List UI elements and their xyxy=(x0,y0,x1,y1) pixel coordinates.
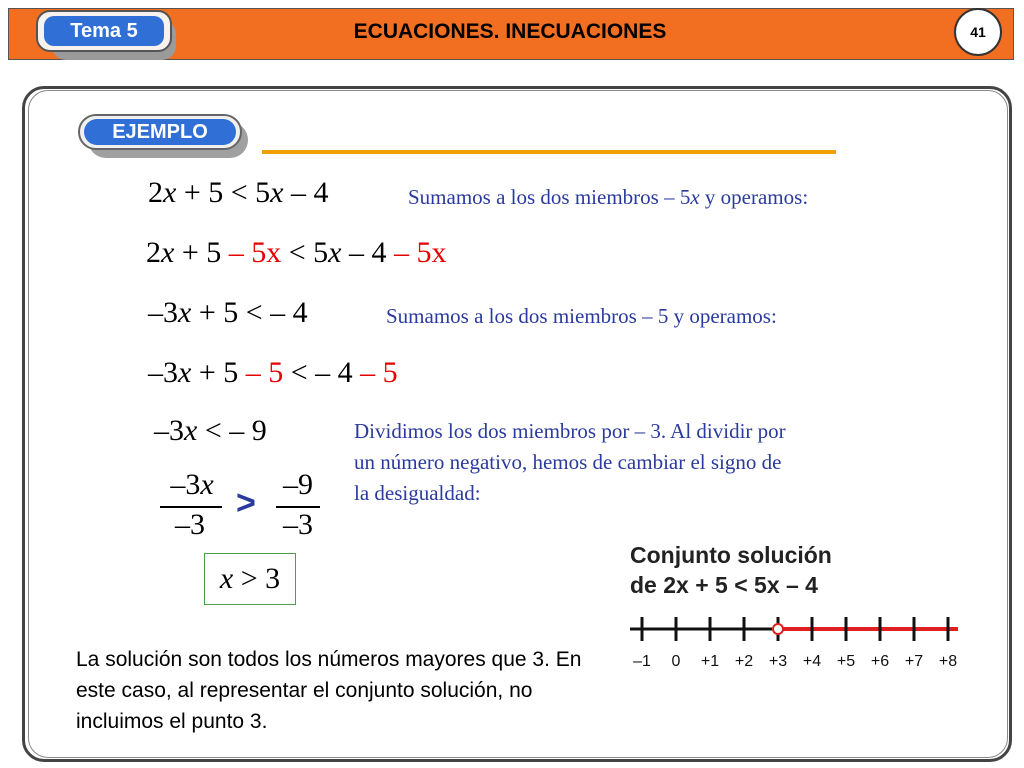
conjunto-title-line1: Conjunto solución xyxy=(630,542,832,568)
divider-line xyxy=(262,150,836,154)
equation-step-2 xyxy=(146,236,447,270)
answer-box xyxy=(204,553,296,605)
fraction-right-numerator: –9 xyxy=(283,468,313,501)
tema-label: Tema 5 xyxy=(44,16,164,46)
eq2-var: x xyxy=(161,236,175,269)
eq3-part: + 5 < – 4 xyxy=(191,296,308,329)
answer-var: x xyxy=(219,562,234,595)
eq3-part: –3 xyxy=(148,296,178,329)
eq1-var: x xyxy=(163,176,177,209)
number-line-label: +8 xyxy=(938,653,958,670)
note1-var: x xyxy=(690,185,700,209)
equation-step-4 xyxy=(148,356,398,390)
eq1-var: x xyxy=(270,176,284,209)
solution-explanation: La solución son todos los números mayores que 3. En este caso, al representar el conjunto solución, no incluimos el punto 3. xyxy=(76,648,582,733)
note1-part: y operamos: xyxy=(699,185,809,209)
eq5-var: x xyxy=(184,414,198,447)
frac-left-num: –3 xyxy=(170,468,201,501)
fraction-inequality-sign: > xyxy=(236,484,256,522)
conjunto-title xyxy=(630,540,832,600)
eq4-var: x xyxy=(178,356,192,389)
note-step-1 xyxy=(408,185,808,210)
eq2-part: + 5 xyxy=(174,236,229,269)
fraction-left-denominator: –3 xyxy=(175,508,205,541)
eq4-part: –3 xyxy=(148,356,178,389)
ejemplo-label: EJEMPLO xyxy=(84,119,236,145)
eq2-part: 2 xyxy=(146,236,161,269)
number-line-label: +6 xyxy=(870,653,890,670)
eq4-part: + 5 xyxy=(191,356,246,389)
eq2-red: – 5x xyxy=(394,236,447,269)
eq2-var: x xyxy=(328,236,342,269)
fraction-left-numerator xyxy=(160,468,224,502)
number-line-label: +4 xyxy=(802,653,822,670)
page-number: 41 xyxy=(954,8,1002,56)
eq2-part: – 4 xyxy=(341,236,394,269)
number-line-label: +7 xyxy=(904,653,924,670)
equation-step-1 xyxy=(148,176,329,210)
eq1-part: + 5 < 5 xyxy=(176,176,271,209)
answer-text: > 3 xyxy=(233,562,281,595)
frac-left-var: x xyxy=(200,468,214,501)
eq4-red: – 5 xyxy=(360,356,398,389)
note-step-3: Sumamos a los dos miembros – 5 y operamos: xyxy=(386,304,777,328)
note1-part: Sumamos a los dos miembros – 5 xyxy=(408,185,691,209)
number-line-label: +5 xyxy=(836,653,856,670)
fraction-right-denominator: –3 xyxy=(283,508,313,541)
eq5-part: < – 9 xyxy=(197,414,267,447)
number-line-label: 0 xyxy=(671,653,681,670)
eq4-part: < – 4 xyxy=(283,356,361,389)
number-line-label: +2 xyxy=(734,653,754,670)
number-line-label: –1 xyxy=(633,653,651,670)
equation-step-3 xyxy=(148,296,308,330)
note-step-5: Dividimos los dos miembros por – 3. Al dividir por un número negativo, hemos de cambiar el signo de la desigualdad: xyxy=(354,419,786,505)
number-line xyxy=(624,612,964,682)
eq2-red: – 5x xyxy=(228,236,282,269)
equation-step-5 xyxy=(154,414,267,448)
number-line-label: +1 xyxy=(700,653,720,670)
page-title: ECUACIONES. INECUACIONES xyxy=(353,20,667,43)
eq1-part: 2 xyxy=(148,176,163,209)
eq4-red: – 5 xyxy=(245,356,284,389)
open-point-marker xyxy=(773,624,783,634)
conjunto-title-line2: de 2x + 5 < 5x – 4 xyxy=(630,572,818,598)
eq3-var: x xyxy=(178,296,192,329)
eq2-part: < 5 xyxy=(281,236,329,269)
tema-badge[interactable] xyxy=(36,10,172,52)
number-line-label: +3 xyxy=(768,653,788,670)
eq5-part: –3 xyxy=(154,414,184,447)
ejemplo-badge xyxy=(78,114,242,150)
eq1-part: – 4 xyxy=(283,176,329,209)
